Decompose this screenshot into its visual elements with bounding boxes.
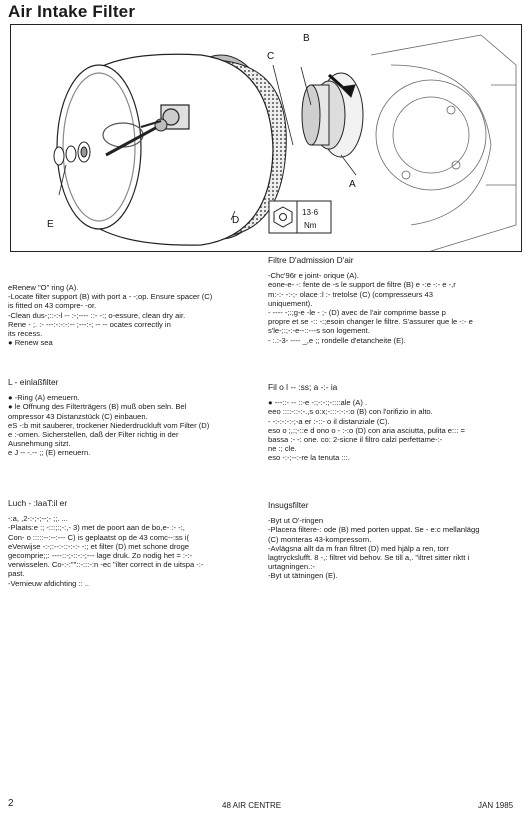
section-swedish xyxy=(268,501,522,581)
torque-unit: Nm xyxy=(304,221,317,230)
body-line: -Byt ut O'-ringen xyxy=(268,516,324,526)
section-heading: Insugsfilter xyxy=(268,500,309,510)
body-line: - ---- -;:;g-e -le - ;- (D) avec de l'air comprime basse p xyxy=(268,308,446,318)
body-line: -Locate filter support (B) with port a - -;op. Ensure spacer (C) xyxy=(8,292,213,302)
footer-date: JAN 1985 xyxy=(478,801,514,810)
section-german xyxy=(8,378,262,458)
label-d: D xyxy=(232,215,240,226)
filter-illustration xyxy=(11,25,521,251)
torque-value: 13·6 xyxy=(302,208,319,217)
body-line: Ausnehmung sitzt. xyxy=(8,439,71,449)
body-line: uniquement). xyxy=(268,298,313,308)
body-line: e :-omen. Sicherstellen, daß der Filter richtig in der xyxy=(8,430,179,440)
body-line: - :.:-3- ---- _,e ;; rondelle d'etancheite (E). xyxy=(268,335,406,345)
body-line: its recess. xyxy=(8,329,43,339)
body-line: verwisselen. Co-:-:""::-:::-:n -ec "ilter correct in de uitspa -:- xyxy=(8,560,204,570)
body-line: e J -- -.-- ;; (E) erneuern. xyxy=(8,448,91,458)
body-line: eone-e- -: fente de -s le support de filtre (B) e -:e -:- e -,r xyxy=(268,280,456,290)
label-c: C xyxy=(267,51,275,62)
filter-support xyxy=(302,73,363,157)
body-line: ● le Offnung des Filterträgers (B) muß oben seln. Bel xyxy=(8,402,187,412)
body-line: ● Renew sea xyxy=(8,338,53,348)
body-line: Con- o :::::--:--:--- C) is geplaatst op de 43 comc--:ss i( xyxy=(8,532,190,542)
page-number: 2 xyxy=(8,798,14,809)
body-line: Rene - ;. :- ---:-:-:-:-- ;---:-; -- -- ocates correctly in xyxy=(8,319,171,329)
compressor-housing xyxy=(371,35,516,251)
body-line: ne :; cle. xyxy=(268,444,297,454)
body-line: eso -:-;--:-re la tenuta :::. xyxy=(268,453,350,463)
section-heading: Filtre D'admission D'air xyxy=(268,255,354,265)
label-a: A xyxy=(349,179,356,190)
body-line: is fitted on 43 compre- -or. xyxy=(8,301,97,311)
body-line: ompressor 43 Distanzstück (C) einbauen. xyxy=(8,411,148,421)
body-line: -Clean dus-;::-:-l -- :-;---- ::- -:; o-essure, clean dry air. xyxy=(8,310,186,320)
section-english xyxy=(8,277,262,347)
body-line: -Placera filtere-: ode (B) med porten uppat. Se - e:c mellanlägg xyxy=(268,525,480,535)
body-line: gecomprie;;: ----::-;-::-:-;--- lage druk. Zo nodig het = :-:- xyxy=(8,551,193,561)
body-line: s'le-;:;-:-e--::---s son logement. xyxy=(268,326,370,336)
label-e: E xyxy=(47,219,54,230)
section-dutch xyxy=(8,499,262,588)
section-heading: Luch - :laaT:il er xyxy=(8,498,68,508)
body-line: past. xyxy=(8,569,25,579)
section-heading: Fil o l -- :ss; a -:- ia xyxy=(268,382,338,392)
body-line: ● ---::- -- ::-e -:;-:-:;-::::ale (A) . xyxy=(268,398,368,408)
body-line: propre et se -:: -:;esoin changer le filtre. S'assurer que le -:- e xyxy=(268,317,473,327)
body-line: eS -:b mit sauberer, trockener Niederdruckluft vom Filter (D) xyxy=(8,420,210,430)
body-line: -:a, ,2-:-;-;--;- ;;. ... xyxy=(8,514,68,524)
body-line: -Plaats:e :; -:::;:;-:,- 3) met de poort aan de bo,e- :- -:, xyxy=(8,523,185,533)
body-line: eeo ::::-::-:-.,s o:x;-:::-:-:-:o (B) con l'orifizio in alto. xyxy=(268,407,433,417)
label-b: B xyxy=(303,33,310,44)
body-line: -Avlägsna allt da m fran filtret (D) med hjälp a ren, torr xyxy=(268,543,449,553)
footer-centre: 48 AIR CENTRE xyxy=(222,801,282,810)
body-line: - -:-:-:-:-;-a er :-::- o il distanziale (C). xyxy=(268,416,390,426)
section-heading: L - einlaßfilter xyxy=(8,377,59,387)
section-italian xyxy=(268,383,522,463)
section-french xyxy=(268,256,522,345)
body-line: -Byt ut tätningen (E). xyxy=(268,571,338,581)
body-line: eVerwijse -:-;:--:-::-:-:- -:; et filter (D) met schone droge xyxy=(8,541,190,551)
body-line: (C) monteras 43-kompressorn. xyxy=(268,534,372,544)
body-line: -Chc'96r e joint- orique (A). xyxy=(268,271,359,281)
page-title: Air Intake Filter xyxy=(8,2,136,21)
body-line: eRenew "O" ring (A). xyxy=(8,283,79,292)
body-line: eso o ;,:;-::e d ono o - :-:o (D) con aria asciutta, pulita e::: = xyxy=(268,425,465,435)
body-line: lagtryckslufft. 8 -,: filtret vid behov. Se till a,. "iltret sitter riktt i xyxy=(268,553,470,563)
exploded-diagram xyxy=(10,24,522,252)
torque-badge xyxy=(269,201,331,233)
body-line: urtagningen.:- xyxy=(268,562,315,572)
body-line: -Vernieuw afdichting :: .. xyxy=(8,578,90,588)
body-line: m:-:- -:-;- olace :l :- tretolse (C) (compresseurs 43 xyxy=(268,289,433,299)
body-line: bassa :- -: one. co: 2-sicne il filtro calzi perfettame-:- xyxy=(268,435,443,445)
body-line: ● -Ring (A) erneuern. xyxy=(8,393,80,403)
